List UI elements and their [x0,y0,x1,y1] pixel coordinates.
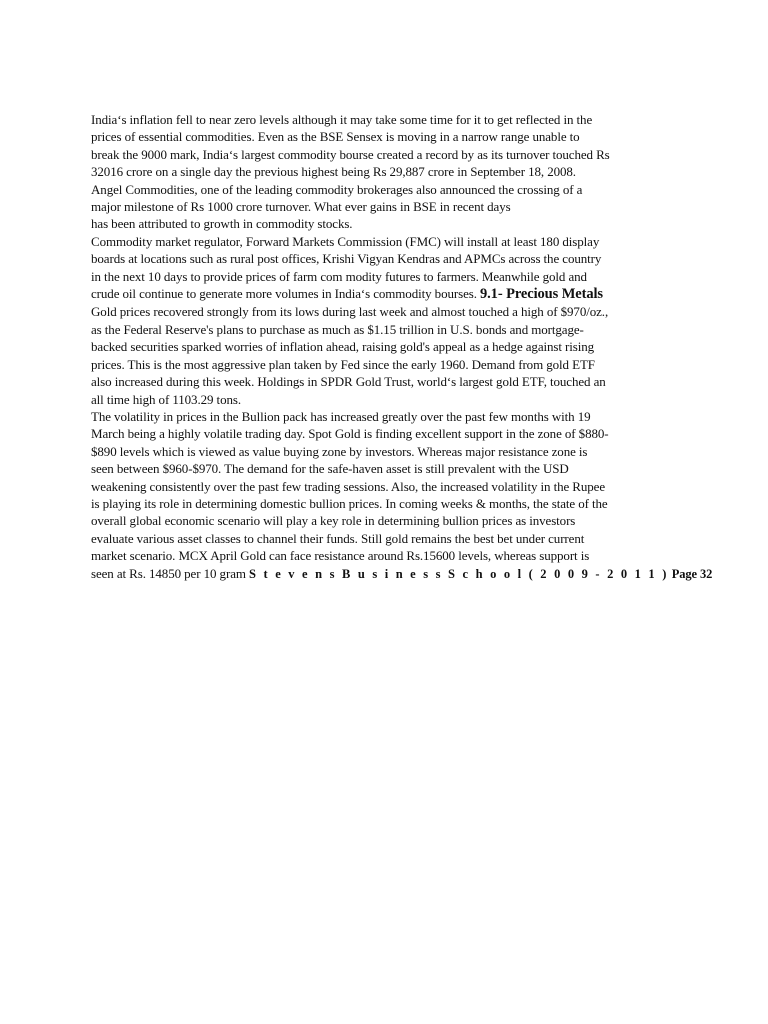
text-line: The volatility in prices in the Bullion pack has increased greatly over the past few months with 19 [91,408,591,424]
text-line: weakening consistently over the past few trading sessions. Also, the increased volatility in the Rupee [91,478,606,494]
text-line: has been attributed to growth in commodity stocks. [91,216,353,232]
footer-line [91,565,713,583]
text-segment: seen at Rs. 14850 per 10 gram [91,565,250,581]
text-line: also increased during this week. Holdings in SPDR Gold Trust, world‘s largest gold ETF, touched an [91,374,606,390]
text-line: break the 9000 mark, India‘s largest commodity bourse created a record by as its turnover touched Rs [91,146,610,162]
text-line: major milestone of Rs 1000 crore turnover. What ever gains in BSE in recent days [91,199,511,215]
text-line: boards at locations such as rural post offices, Krishi Vigyan Kendras and APMCs across the country [91,251,602,267]
text-line: prices of essential commodities. Even as the BSE Sensex is moving in a narrow range unable to [91,129,580,145]
section-heading: 9.1- Precious Metals [480,286,603,303]
text-line: is playing its role in determining domestic bullion prices. In coming weeks & months, the state of the [91,495,608,511]
text-line: Gold prices recovered strongly from its lows during last week and almost touched a high of $970/oz., [91,304,609,320]
text-line: prices. This is the most aggressive plan taken by Fed since the early 1960. Demand from gold ETF [91,356,595,372]
footer-school-name: S t e v e n s B u s i n e s s S c h o o l ( 2 0 0 9 - 2 0 1 1 ) [249,566,669,581]
text-line: 32016 crore on a single day the previous highest being Rs 29,887 crore in September 18, 2008. [91,164,576,180]
text-line: as the Federal Reserve's plans to purchase as much as $1.15 trillion in U.S. bonds and mortgage- [91,321,584,337]
text-line: evaluate various asset classes to channel their funds. Still gold remains the best bet under current [91,530,585,546]
text-line: backed securities sparked worries of inflation ahead, raising gold's appeal as a hedge against rising [91,339,595,355]
text-segment: crude oil continue to generate more volumes in India‘s commodity bourses. [91,286,480,302]
text-line: Angel Commodities, one of the leading commodity brokerages also announced the crossing of a [91,181,583,197]
heading-line [91,285,691,303]
page-number: Page 32 [671,566,713,581]
text-line: March being a highly volatile trading day. Spot Gold is finding excellent support in the zone of $880- [91,426,609,442]
text-line: all time high of 1103.29 tons. [91,391,241,407]
text-line: $890 levels which is viewed as value buying zone by investors. Whereas major resistance zone is [91,443,588,459]
text-line: seen between $960-$970. The demand for the safe-haven asset is still prevalent with the USD [91,461,569,477]
text-line: in the next 10 days to provide prices of farm com modity futures to farmers. Meanwhile gold and [91,268,587,284]
document-body [91,111,713,583]
text-line: India‘s inflation fell to near zero levels although it may take some time for it to get reflected in the [91,112,593,127]
text-line: market scenario. MCX April Gold can face resistance around Rs.15600 levels, whereas support is [91,548,590,564]
text-line: Commodity market regulator, Forward Markets Commission (FMC) will install at least 180 display [91,233,600,249]
text-line: overall global economic scenario will play a key role in determining bullion prices as investors [91,513,576,529]
